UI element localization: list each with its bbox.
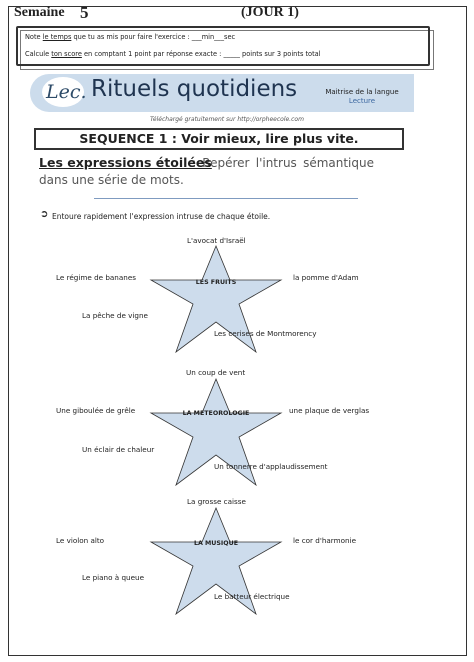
banner-title: Rituels quotidiens [91, 76, 298, 102]
star-word[interactable]: Un coup de vent [186, 368, 246, 377]
section-description: : Repérer l'intrus sémantique dans une série de mots. [39, 156, 374, 187]
instruction-score-underlined: ton score [51, 50, 82, 58]
jour-label: (JOUR 1) [241, 5, 299, 20]
star-word[interactable]: Les cerises de Montmorency [214, 329, 317, 338]
star-word[interactable]: une plaque de verglas [289, 406, 370, 415]
instruction-score-post: en comptant 1 point par réponse exacte : _____ points sur 3 points total [81, 50, 321, 58]
instruction-time [25, 33, 235, 41]
banner-subtitles [322, 88, 402, 105]
instruction-time-post: que tu as mis pour faire l'exercice : ___min___sec [71, 33, 236, 41]
banner-subtitle-domain: Maitrise de la langue [325, 88, 399, 96]
instruction-time-pre: Note [25, 33, 43, 41]
star-word[interactable]: L'avocat d'Israël [187, 236, 246, 245]
star-word[interactable]: la pomme d'Adam [293, 273, 359, 282]
download-note: Téléchargé gratuitement sur http://orpheecole.com [150, 116, 304, 123]
instruction-score [25, 50, 321, 58]
semaine-label: Semaine [14, 5, 65, 20]
star-word[interactable]: La pêche de vigne [82, 311, 148, 320]
star-theme-meteorologie: LA METEOROLOGIE [182, 410, 250, 417]
instructions-box [16, 26, 430, 66]
star-word[interactable]: Un tonnerre d'applaudissement [214, 462, 328, 471]
instruction-score-pre: Calcule [25, 50, 52, 58]
star-word[interactable]: Une giboulée de grêle [56, 406, 136, 415]
star-word[interactable]: Le piano à queue [82, 573, 144, 582]
sequence-title: SEQUENCE 1 : Voir mieux, lire plus vite. [34, 128, 404, 150]
consigne: Entoure rapidement l'expression intruse de chaque étoile. [52, 212, 271, 221]
star-word[interactable]: Le batteur électrique [214, 592, 290, 601]
star-theme-fruits: LES FRUITS [195, 279, 237, 286]
lecture-icon-label: Lec. [46, 81, 87, 103]
star-word[interactable]: Le régime de bananes [56, 273, 136, 282]
star-theme-musique: LA MUSIQUE [193, 540, 239, 547]
arrow-icon: ➲ [40, 209, 49, 220]
semaine-number: 5 [80, 3, 89, 22]
star-word[interactable]: La grosse caisse [187, 497, 246, 506]
divider [94, 198, 358, 199]
instruction-time-underlined: le temps [42, 33, 72, 41]
star-word[interactable]: Le violon alto [56, 536, 105, 545]
banner-subtitle-subject: Lecture [348, 97, 376, 105]
section-title: Les expressions étoilées [39, 155, 212, 170]
star-word[interactable]: le cor d'harmonie [293, 536, 356, 545]
star-word[interactable]: Un éclair de chaleur [82, 445, 155, 454]
